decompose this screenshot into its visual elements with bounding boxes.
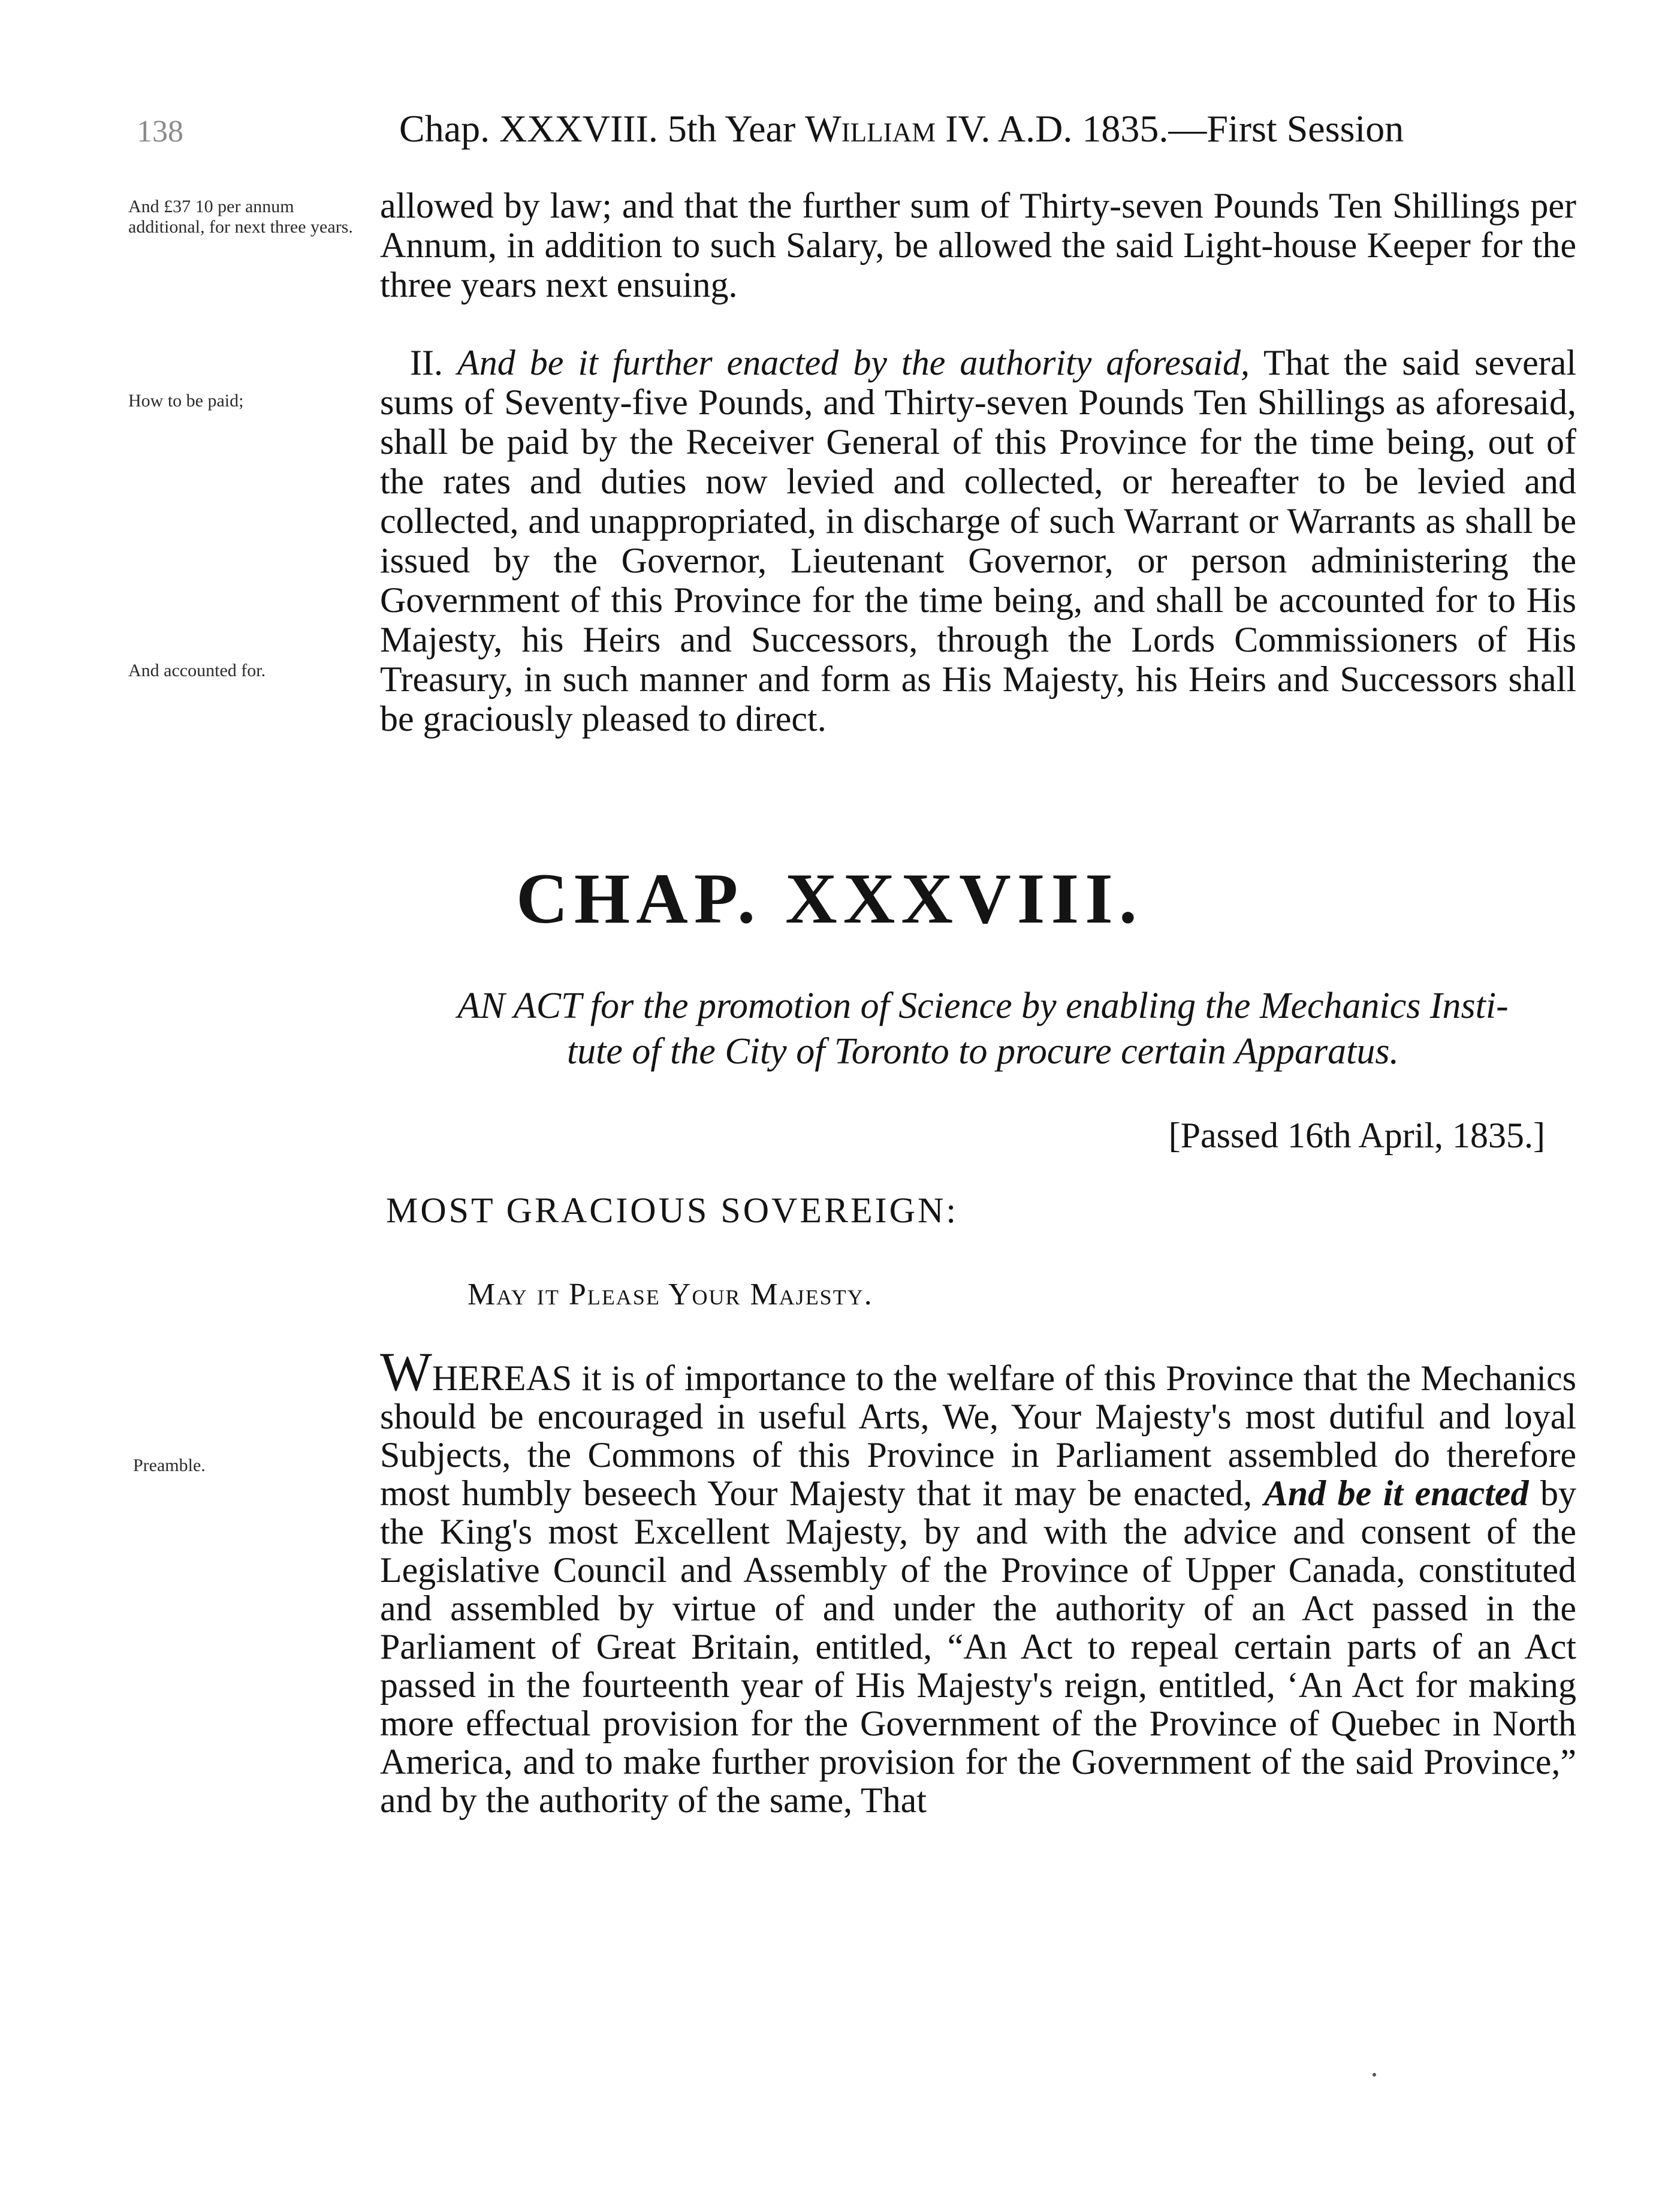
chapter-title: CHAP. XXXVIII.: [516, 858, 1143, 938]
printing-speck: [1373, 2073, 1376, 2077]
section-number: II.: [410, 343, 458, 382]
act-title-line-2: tute of the City of Toronto to procure certain Apparatus.: [566, 1031, 1399, 1072]
passed-date: [Passed 16th April, 1835.]: [1168, 1116, 1545, 1155]
running-head-chapter: Chap. XXXVIII. 5th Year: [399, 107, 806, 150]
preamble-text-2: by the King's most Excellent Majesty, by and with the advice and consent of the Legislative Council and Assembly of the Province of Upper Canada, constituted and assembled by virtue of and under the authority of an Act passed in the Parliament of Great Britain, entitled, “An Act to repeal certain parts of an Act passed in the fourteenth year of His Majesty's reign, entitled, ‘An Act for making more effectual provision for the Government of the Province of Quebec in North America, and to make further provision for the Government of the said Province,” and by the authority of the same, That: [380, 1473, 1577, 1820]
section-two-text: That the said several sums of Seventy-five Pounds, and Thirty-seven Pounds Ten Shillings as aforesaid, shall be paid by the Receiver General of this Province for the time being, out of the rates and duties now levied and collected, or hereafter to be levied and collected, and unappropriated, in discharge of such Warrant or Warrants as shall be issued by the Governor, Lieutenant Governor, or person administering the Government of this Province for the time being, and shall be accounted for to His Majesty, his Heirs and Successors, through the Lords Commissioners of His Treasury, in such manner and form as His Majesty, his Heirs and Successors shall be graciously pleased to direct.: [380, 343, 1577, 739]
running-head-king: William: [805, 107, 936, 150]
section-continuation: allowed by law; and that the further sum of Thirty-seven Pounds Ten Shillings per Annum, in addition to such Salary, be allowed the said Light-house Keeper for the three years next ensuing.: [380, 186, 1576, 305]
preamble-enacting: And be it enacted: [1263, 1473, 1529, 1513]
running-head-session: IV. A.D. 1835.—First Session: [936, 107, 1404, 150]
margin-note-accounted: And accounted for.: [128, 661, 266, 680]
act-title-line-1: AN ACT for the promotion of Science by enabling the Mechanics Insti-: [457, 986, 1509, 1026]
drop-letter: W: [380, 1341, 432, 1402]
margin-note-additional: And £37 10 per annum additional, for next three years.: [128, 197, 353, 237]
address-heading: MOST GRACIOUS SOVEREIGN:: [386, 1191, 958, 1230]
preamble-paragraph: [380, 1341, 1577, 1820]
enacting-clause: And be it further enacted by the authority aforesaid,: [457, 343, 1250, 382]
act-title: [390, 983, 1576, 1074]
margin-note-how-paid: How to be paid;: [128, 391, 244, 411]
section-two: [380, 343, 1576, 739]
preamble-text-1: it is of importance to the welfare of this Province that the Mechanics should be encouraged in useful Arts, We, Your Majesty's most dutiful and loyal Subjects, the Commons of this Province in Parliament assembled do therefore most humbly beseech Your Majesty that it may be enacted,: [380, 1358, 1576, 1513]
preamble-opening: HEREAS: [432, 1358, 572, 1398]
margin-note-preamble: Preamble.: [133, 1455, 206, 1475]
salutation: May it Please Your Majesty.: [467, 1277, 873, 1312]
page-number: 138: [137, 114, 183, 149]
running-head: [399, 107, 1526, 151]
